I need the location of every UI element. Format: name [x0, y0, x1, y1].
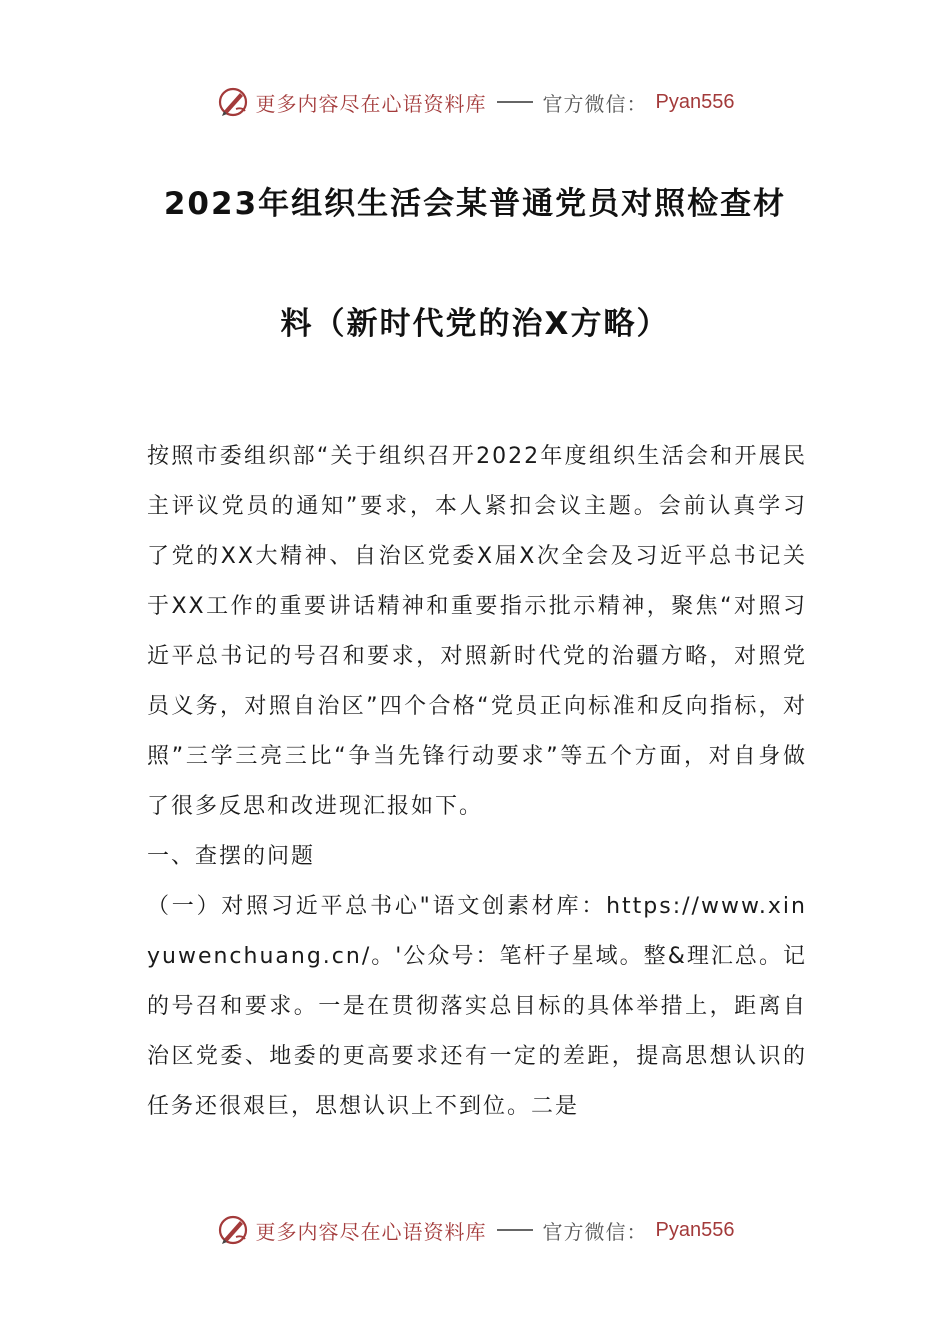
header-banner — [0, 82, 950, 122]
banner-label: 官方微信： — [542, 1219, 648, 1244]
banner-wechat-id: Pyan556 — [655, 1218, 735, 1241]
banner-divider — [497, 1229, 533, 1231]
banner-divider — [497, 101, 533, 103]
footer-banner — [0, 1210, 950, 1250]
document-body — [147, 432, 807, 1132]
document-title-line-2: 料（新时代党的治X方略） — [280, 306, 670, 342]
intro-paragraph: 按照市委组织部“关于组织召开2022年度组织生活会和开展民主评议党员的通知”要求，本人紧扣会议主题。会前认真学习了党的XX大精神、自治区党委X届X次全会及习近平总书记关于XX工作的重要讲话精神和重要指示批示精神，聚焦“对照习近平总书记的号召和要求，对照新时代党的治疆方略，对照党员义务，对照自治区”四个合格“党员正向标准和反向指标，对照”三学三亮三比“争当先锋行动要求”等五个方面，对自身做了很多反思和改进现汇报如下。 — [147, 444, 807, 819]
banner-label: 官方微信： — [542, 91, 648, 116]
pen-logo-icon — [216, 1213, 250, 1247]
banner-text: 更多内容尽在心语资料库 — [255, 1219, 487, 1244]
section-heading: 一、查摆的问题 — [147, 844, 316, 869]
section-paragraph: （一）对照习近平总书心"语文创素材库：https://www.xinyuwenchuang.cn/。'公众号：笔杆子星域。整&理汇总。记的号召和要求。一是在贯彻落实总目标的具体举措上，距离自治区党委、地委的更高要求还有一定的差距，提高思想认识的任务还很艰巨，思想认识上不到位。二是 — [147, 894, 807, 1119]
pen-logo-icon — [216, 85, 250, 119]
banner-wechat-id: Pyan556 — [655, 90, 735, 113]
banner-text: 更多内容尽在心语资料库 — [255, 91, 487, 116]
document-title-line-1: 2023年组织生活会某普通党员对照检查材 — [163, 186, 787, 222]
